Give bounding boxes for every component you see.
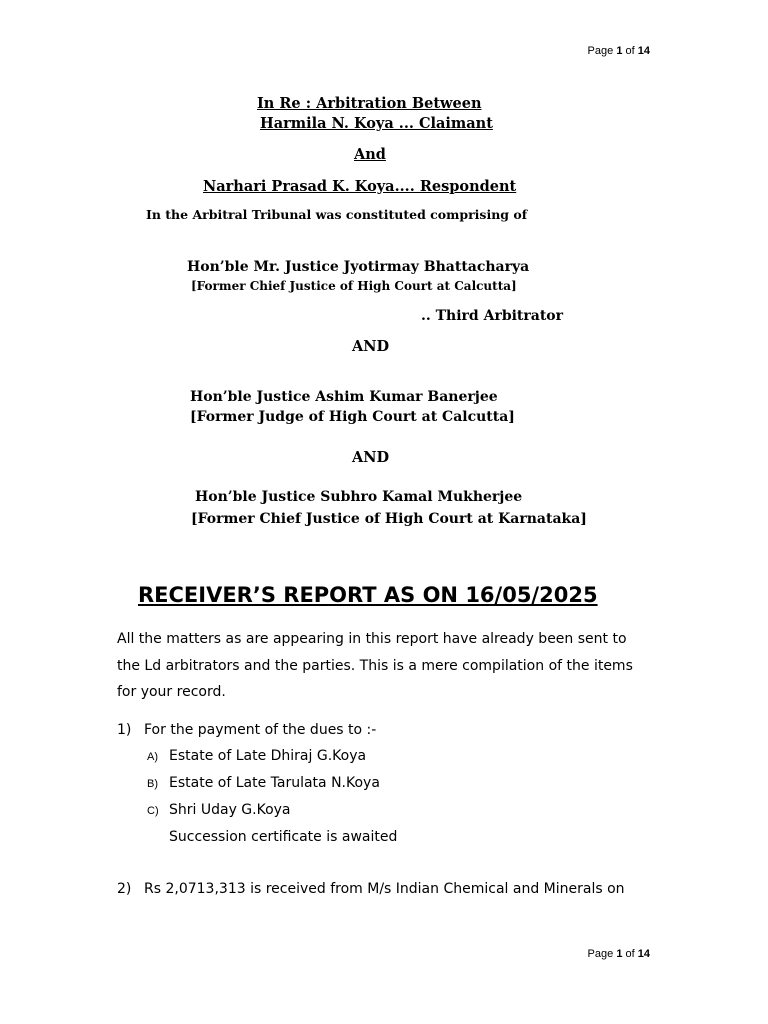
arbitrator-3-name: Hon’ble Justice Subhro Kamal Mukherjee xyxy=(195,489,523,505)
caption-line-3: Narhari Prasad K. Koya.... Respondent xyxy=(203,178,517,195)
report-title: RECEIVER’S REPORT AS ON 16/05/2025 xyxy=(138,583,598,607)
page-of: of xyxy=(625,948,635,960)
item-1-text: For the payment of the dues to :- xyxy=(144,722,377,738)
page-of: of xyxy=(625,45,635,57)
item-1-note: Succession certificate is awaited xyxy=(169,829,398,845)
item-2-text: Rs 2,0713,313 is received from M/s Indian Chemical and Minerals on xyxy=(144,881,625,897)
and-separator-1: AND xyxy=(352,338,390,355)
and-separator-2: AND xyxy=(352,449,390,466)
subitem-c-text: Shri Uday G.Koya xyxy=(169,802,291,818)
subitem-a-text: Estate of Late Dhiraj G.Koya xyxy=(169,748,367,764)
page-current: 1 xyxy=(616,45,623,57)
arbitrator-1-former: [Former Chief Justice of High Court at Calcutta] xyxy=(191,279,517,293)
arbitrator-3-former: [Former Chief Justice of High Court at Karnataka] xyxy=(191,511,587,527)
caption-and: And xyxy=(354,146,386,163)
item-2-number: 2) xyxy=(117,881,132,897)
intro-line-3: for your record. xyxy=(117,684,226,700)
intro-line-1: All the matters as are appearing in this report have already been sent to xyxy=(117,631,627,647)
footer-page-number xyxy=(588,948,650,960)
page-prefix: Page xyxy=(587,45,614,57)
intro-line-2: the Ld arbitrators and the parties. This is a mere compilation of the items xyxy=(117,658,633,674)
page-prefix: Page xyxy=(587,948,614,960)
page-total: 14 xyxy=(637,45,650,57)
arbitrator-2-former: [Former Judge of High Court at Calcutta] xyxy=(190,409,515,425)
header-page-number xyxy=(588,45,650,57)
tribunal-line: In the Arbitral Tribunal was constituted comprising of xyxy=(146,207,528,222)
arbitrator-1-role: .. Third Arbitrator xyxy=(421,308,564,324)
subitem-b-text: Estate of Late Tarulata N.Koya xyxy=(169,775,380,791)
subitem-b-label: B) xyxy=(147,778,158,790)
caption-line-2: Harmila N. Koya ... Claimant xyxy=(260,115,493,132)
caption-line-1: In Re : Arbitration Between xyxy=(257,95,482,112)
page-current: 1 xyxy=(616,948,623,960)
page-total: 14 xyxy=(637,948,650,960)
item-1-number: 1) xyxy=(117,722,132,738)
subitem-a-label: A) xyxy=(147,751,158,763)
subitem-c-label: C) xyxy=(147,805,159,817)
arbitrator-2-name: Hon’ble Justice Ashim Kumar Banerjee xyxy=(190,389,498,405)
arbitrator-1-name: Hon’ble Mr. Justice Jyotirmay Bhattacharya xyxy=(187,259,530,275)
